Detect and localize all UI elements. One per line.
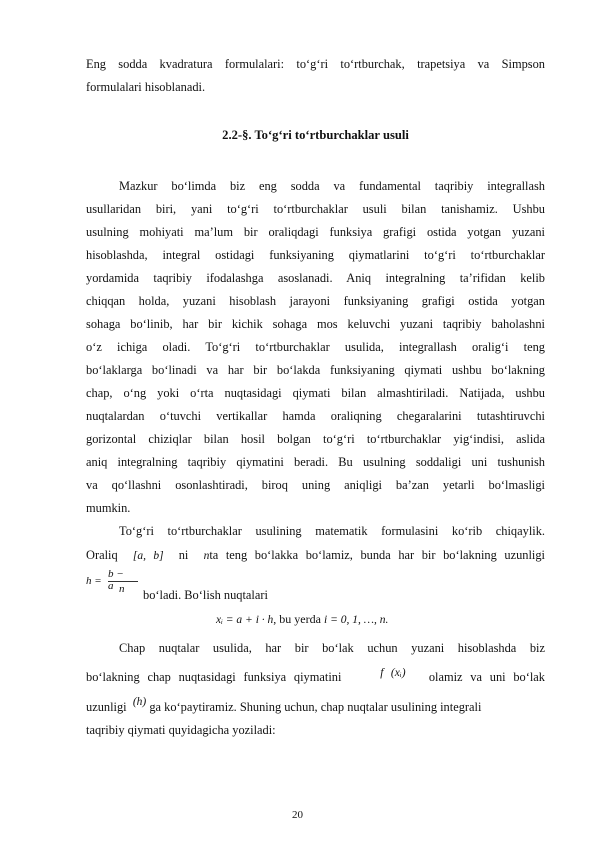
function-value-formula: f (xᵢ) <box>380 667 406 679</box>
step-length-denominator: n <box>119 583 125 595</box>
paragraph-1-line: mumkin. <box>86 501 131 515</box>
paragraph-1-line: sohaga bo‘linib, har bir kichik sohaga mos keluvchi yuzani taqribiy baholashni <box>86 317 545 331</box>
paragraph-1-line: gorizontal chiziqlar bilan hosil bolgan to‘g‘ri to‘rtburchaklar yig‘indisi, aslida <box>86 432 545 446</box>
partition-points-formula: xᵢ = a + i · h <box>216 614 274 626</box>
intro-line-2: formulalari hisoblanadi. <box>86 80 206 94</box>
step-length-numerator: b − a <box>108 568 124 592</box>
paragraph-2-line-2-rest: ta teng bo‘lakka bo‘lamiz, bunda har bir bo‘lakning uzunligi <box>209 548 545 562</box>
h-parenthesized-formula: (h) <box>132 696 147 708</box>
paragraph-3-line-2 <box>86 666 545 690</box>
section-title: 2.2-§. To‘g‘ri to‘rtburchaklar usuli <box>222 128 409 142</box>
paragraph-1-line: usullaridan biri, yani to‘g‘ri to‘rtburchaklar usuli bilan tanishamiz. Ushbu <box>86 202 545 216</box>
paragraph-1-line: Mazkur bo‘limda biz eng sodda va fundamental taqribiy integrallash <box>119 179 545 193</box>
paragraph-3-line-2-a: bo‘lakning chap nuqtasidagi funksiya qiymatini <box>86 670 342 684</box>
paragraph-3-line-3-b: ga ko‘paytiramiz. Shuning uchun, chap nuqtalar usulining integrali <box>149 700 482 714</box>
paragraph-1-line: chiqqan holda, yuzani hisoblash jarayoni funksiyaning grafigi ostida yotgan <box>86 294 545 308</box>
paragraph-1-line: usulning mohiyati ma’lum bir oraliqdagi funksiya grafigi ostida yotgan yuzani <box>86 225 545 239</box>
page-number: 20 <box>292 809 303 821</box>
paragraph-2-line-3: bo‘ladi. Bo‘lish nuqtalari <box>143 588 268 602</box>
paragraph-1-line: aniq integralning taqribiy qiymatini beradi. Bu usulning soddaligi uni tushunish <box>86 455 545 469</box>
intro-line-1: Eng sodda kvadratura formulalari: to‘g‘ri to‘rtburchak, trapetsiya va Simpson <box>86 57 545 71</box>
paragraph-1-line: o‘z ichiga oladi. To‘g‘ri to‘rtburchaklar usulida, integrallash oralig‘i teng <box>86 340 545 354</box>
fraction-bar <box>108 581 138 582</box>
paragraph-2-line-2 <box>86 544 545 568</box>
interval-formula: [a, b] <box>132 550 164 562</box>
paragraph-1-line: bo‘laklarga bo‘linadi va har bir bo‘lakda funksiyaning qiymati ushbu bo‘lakning <box>86 363 545 377</box>
bu-yerda-text: , bu yerda <box>273 612 321 626</box>
step-length-formula <box>86 568 126 598</box>
oraliq-word: Oraliq <box>86 548 118 562</box>
paragraph-3-line-4: taqribiy qiymati quyidagicha yoziladi: <box>86 723 276 737</box>
paragraph-3-line-1: Chap nuqtalar usulida, har bir bo‘lak uchun yuzani hisoblashda biz <box>119 641 545 655</box>
paragraph-3-line-2-b: olamiz va uni bo‘lak <box>428 670 545 684</box>
partition-points-line <box>216 608 388 632</box>
step-length-lhs: h = <box>86 575 102 587</box>
index-range-formula: i = 0, 1, …, n. <box>324 614 389 626</box>
paragraph-1-line: chap, o‘ng yoki o‘rta nuqtasidagi qiymati bilan almashtiriladi. Natijada, ushbu <box>86 386 545 400</box>
paragraph-2-line-1: To‘g‘ri to‘rtburchaklar usulining matematik formulasini ko‘rib chiqaylik. <box>119 524 545 538</box>
n-symbol: n <box>203 550 210 562</box>
paragraph-1-line: va qo‘llashni osonlashtiradi, biroq uning aniqligi ba’zan yetarli bo‘lmasligi <box>86 478 545 492</box>
ni-word: ni <box>178 548 189 562</box>
paragraph-1-line: nuqtalardan o‘tuvchi vertikallar hamda oraliqning chegaralarini tutashtiruvchi <box>86 409 545 423</box>
paragraph-1-line: hisoblashda, integral ostidagi funksiyaning qiymatlarini to‘g‘ri to‘rtburchaklar <box>86 248 545 262</box>
paragraph-3-line-3 <box>86 696 545 720</box>
paragraph-1-line: yordamida taqribiy ifodalashga asoslanadi. Aniq integralning ta’rifidan kelib <box>86 271 545 285</box>
paragraph-3-line-3-a: uzunligi <box>86 700 127 714</box>
